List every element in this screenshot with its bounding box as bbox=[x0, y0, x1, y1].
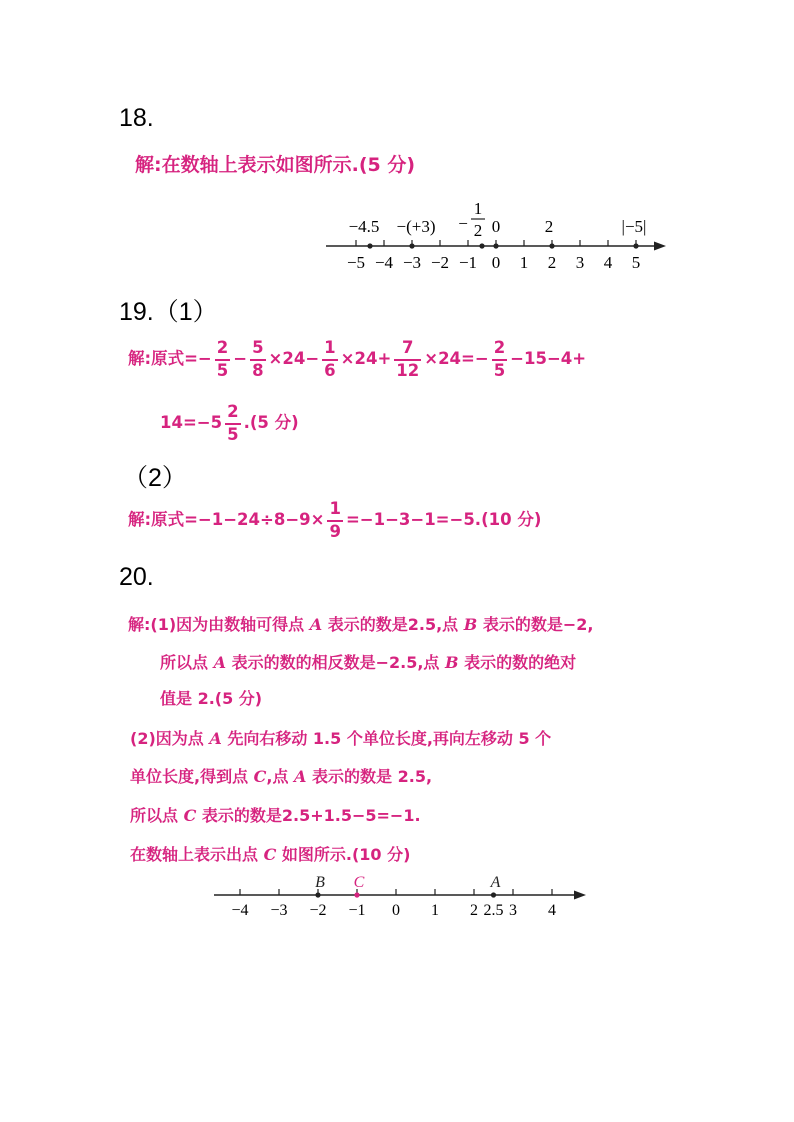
q18-label-two: 2 bbox=[544, 217, 554, 236]
q18-tick-label-7: 2 bbox=[547, 253, 557, 272]
q20-tick-label-2-5: 2.5 bbox=[483, 902, 504, 919]
q19p1-term-2: ×24− bbox=[268, 349, 320, 368]
q18-axis-arrow bbox=[654, 242, 666, 251]
q19p2-suffix: =−1−3−1=−5.(10 分) bbox=[345, 510, 542, 529]
q19p1-term-5: −15−4+ bbox=[510, 349, 587, 368]
q18-tick-label-1: −4 bbox=[374, 253, 394, 272]
q19-part1-line1 bbox=[128, 336, 586, 382]
q18-tick-label-3: −2 bbox=[430, 253, 450, 272]
q20-tick-label-0: −4 bbox=[231, 902, 249, 919]
q20-tick-label-1: −3 bbox=[270, 902, 288, 919]
q18-label-half-den: 2 bbox=[473, 221, 483, 240]
q20-axis-arrow bbox=[574, 891, 586, 900]
q19p1-fraction-5: $\frac{2}{5}$ bbox=[493, 338, 506, 380]
q19p1-line2-suffix: .(5 分) bbox=[243, 413, 299, 432]
q18-label-neg-half-sign: − bbox=[458, 214, 468, 233]
q19p1-fraction-4: $\frac{7}{12}$ bbox=[396, 338, 420, 380]
q20-tick-label-5: 1 bbox=[431, 902, 439, 919]
q20-point-label-b: B bbox=[315, 874, 325, 891]
question-number-18: 18. bbox=[119, 104, 154, 132]
question-number-19: 19.（1） bbox=[119, 298, 218, 326]
q20-tick-label-3: −1 bbox=[348, 902, 366, 919]
q20-tick-label-2: −2 bbox=[309, 902, 327, 919]
q18-label-neg-plus-3: −(+3) bbox=[396, 217, 436, 236]
q18-solution-text: 解:在数轴上表示如图所示.(5 分) bbox=[135, 154, 416, 176]
q18-number-line bbox=[320, 196, 670, 272]
q18-label-half-num: 1 bbox=[473, 199, 483, 218]
question-number-20: 20. bbox=[119, 563, 154, 591]
q20-line-4: (2)因为点 A 先向右移动 1.5 个单位长度,再向左移动 5 个 bbox=[130, 729, 552, 748]
q19p1-prefix: 解:原式=− bbox=[128, 349, 212, 368]
q19p1-fraction-1: $\frac{2}{5}$ bbox=[216, 338, 229, 380]
q18-tick-label-5: 0 bbox=[491, 253, 501, 272]
q18-point-5 bbox=[633, 243, 638, 248]
q18-point-4 bbox=[549, 243, 554, 248]
q20-number-line bbox=[210, 870, 594, 926]
q20-line-7: 在数轴上表示出点 C 如图所示.(10 分) bbox=[130, 845, 411, 864]
q18-point-1 bbox=[409, 243, 414, 248]
question-19-part-2-number: （2） bbox=[123, 464, 187, 492]
q18-tick-label-8: 3 bbox=[575, 253, 585, 272]
q20-point-label-a: A bbox=[490, 874, 501, 891]
q18-tick-label-0: −5 bbox=[346, 253, 366, 272]
q18-tick-label-4: −1 bbox=[458, 253, 478, 272]
q18-label-abs-neg-5: |−5| bbox=[621, 217, 647, 236]
q20-tick-label-4: 0 bbox=[392, 902, 400, 919]
q20-line-5: 单位长度,得到点 C,点 A 表示的数是 2.5, bbox=[130, 767, 433, 786]
q19p2-fraction: $\frac{1}{9}$ bbox=[329, 499, 341, 541]
q18-point-3 bbox=[493, 243, 498, 248]
q19p1-line2-prefix: 14=−5 bbox=[160, 413, 223, 432]
q20-point-c bbox=[354, 892, 359, 897]
q18-label-zero: 0 bbox=[491, 217, 501, 236]
q19-part1-line2 bbox=[160, 400, 299, 446]
q20-tick-label-8: 4 bbox=[548, 902, 556, 919]
q19p1-fraction-3: $\frac{1}{6}$ bbox=[324, 338, 336, 380]
q19p1-term-4: ×24=− bbox=[424, 349, 489, 368]
q18-tick-label-9: 4 bbox=[603, 253, 613, 272]
q20-point-label-c: C bbox=[353, 874, 365, 891]
q18-point-2 bbox=[479, 243, 484, 248]
q20-line-6: 所以点 C 表示的数是2.5+1.5−5=−1. bbox=[130, 806, 421, 825]
q18-tick-label-2: −3 bbox=[402, 253, 422, 272]
q18-tick-label-10: 5 bbox=[631, 253, 641, 272]
q19-part2-line bbox=[128, 497, 541, 543]
q19p1-fraction-2: $\frac{5}{8}$ bbox=[252, 338, 264, 380]
q19p2-prefix: 解:原式=−1−24÷8−9× bbox=[128, 510, 325, 529]
q20-line-3: 值是 2.(5 分) bbox=[160, 689, 263, 708]
q20-tick-label-6: 2 bbox=[470, 902, 478, 919]
q20-tick-label-7: 3 bbox=[509, 902, 517, 919]
q18-point-0 bbox=[367, 243, 372, 248]
q20-point-a bbox=[491, 892, 496, 897]
q20-line-2: 所以点 A 表示的数的相反数是−2.5,点 B 表示的数的绝对 bbox=[160, 653, 577, 672]
q18-label-neg-4-5: −4.5 bbox=[348, 217, 380, 236]
q19p1-term-3: ×24+ bbox=[340, 349, 392, 368]
q18-tick-label-6: 1 bbox=[519, 253, 529, 272]
q20-point-b bbox=[315, 892, 320, 897]
q20-line-1: 解:(1)因为由数轴可得点 A 表示的数是2.5,点 B 表示的数是−2, bbox=[128, 615, 594, 634]
q19p1-term-1: − bbox=[233, 349, 248, 368]
q19p1-fraction-6: $\frac{2}{5}$ bbox=[227, 402, 239, 444]
